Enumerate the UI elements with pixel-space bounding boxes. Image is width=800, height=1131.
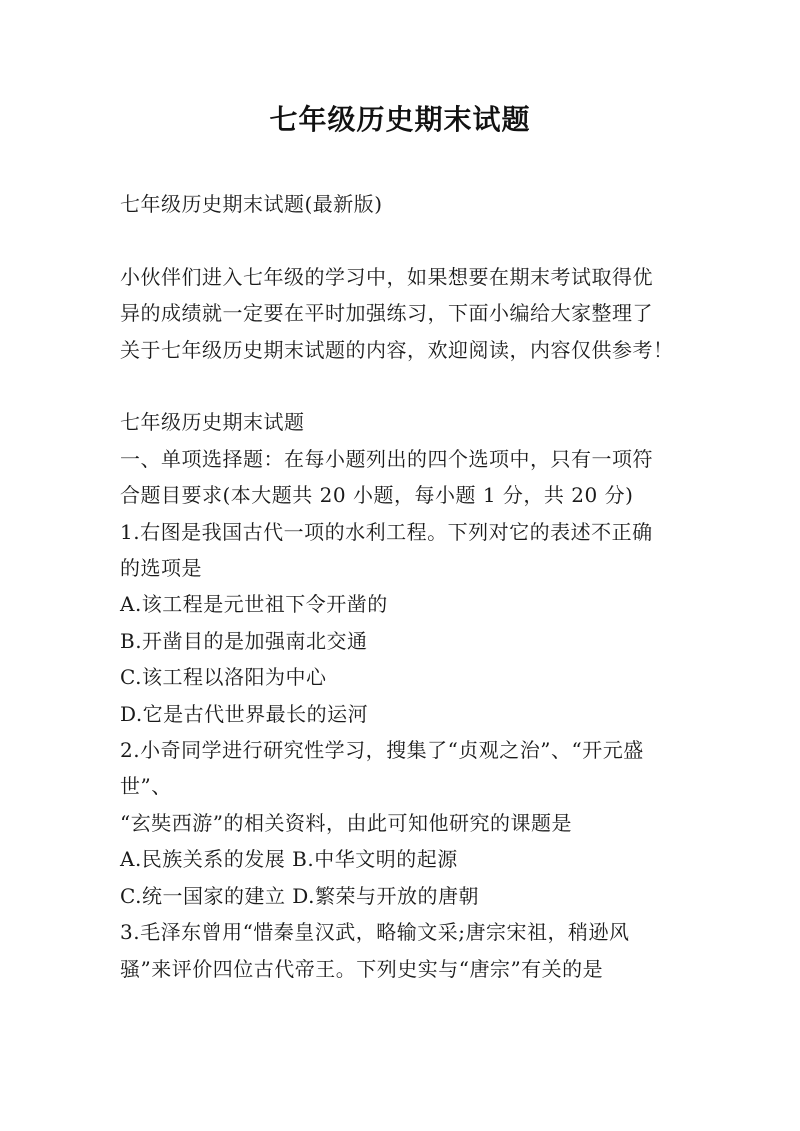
option-line: B.开凿目的是加强南北交通 bbox=[120, 628, 368, 653]
section-heading: 七年级历史期末试题 bbox=[120, 410, 305, 435]
option-line: C.统一国家的建立 D.繁荣与开放的唐朝 bbox=[120, 883, 479, 908]
question-line: 3.毛泽东曾用“惜秦皇汉武，略输文采;唐宗宋祖，稍逊风 bbox=[120, 920, 630, 945]
question-line: 世”、 bbox=[120, 774, 172, 799]
page-title: 七年级历史期末试题 bbox=[269, 103, 531, 136]
question-line: 1.右图是我国古代一项的水利工程。下列对它的表述不正确 bbox=[120, 519, 653, 544]
instruction-line: 合题目要求(本大题共 20 小题，每小题 1 分，共 20 分) bbox=[120, 483, 634, 508]
question-line: 骚”来评价四位古代帝王。下列史实与“唐宗”有关的是 bbox=[120, 956, 604, 981]
intro-line: 小伙伴们进入七年级的学习中，如果想要在期末考试取得优 bbox=[120, 264, 653, 289]
option-line: C.该工程以洛阳为中心 bbox=[120, 665, 327, 690]
instruction-line: 一、单项选择题：在每小题列出的四个选项中，只有一项符 bbox=[120, 446, 653, 471]
option-line: D.它是古代世界最长的运河 bbox=[120, 701, 369, 726]
question-line: 2.小奇同学进行研究性学习，搜集了“贞观之治”、“开元盛 bbox=[120, 738, 644, 763]
paragraph-gap bbox=[120, 222, 690, 258]
intro-line: 异的成绩就一定要在平时加强练习，下面小编给大家整理了 bbox=[120, 301, 653, 326]
subtitle-line: 七年级历史期末试题(最新版) bbox=[120, 192, 383, 216]
question-line: “玄奘西游”的相关资料，由此可知他研究的课题是 bbox=[120, 810, 572, 835]
intro-line: 关于七年级历史期末试题的内容，欢迎阅读，内容仅供参考！ bbox=[120, 337, 674, 362]
option-line: A.民族关系的发展 B.中华文明的起源 bbox=[120, 847, 458, 872]
question-line: 的选项是 bbox=[120, 556, 202, 581]
paragraph-gap bbox=[120, 368, 690, 404]
option-line: A.该工程是元世祖下令开凿的 bbox=[120, 592, 388, 617]
document-body bbox=[120, 186, 690, 987]
